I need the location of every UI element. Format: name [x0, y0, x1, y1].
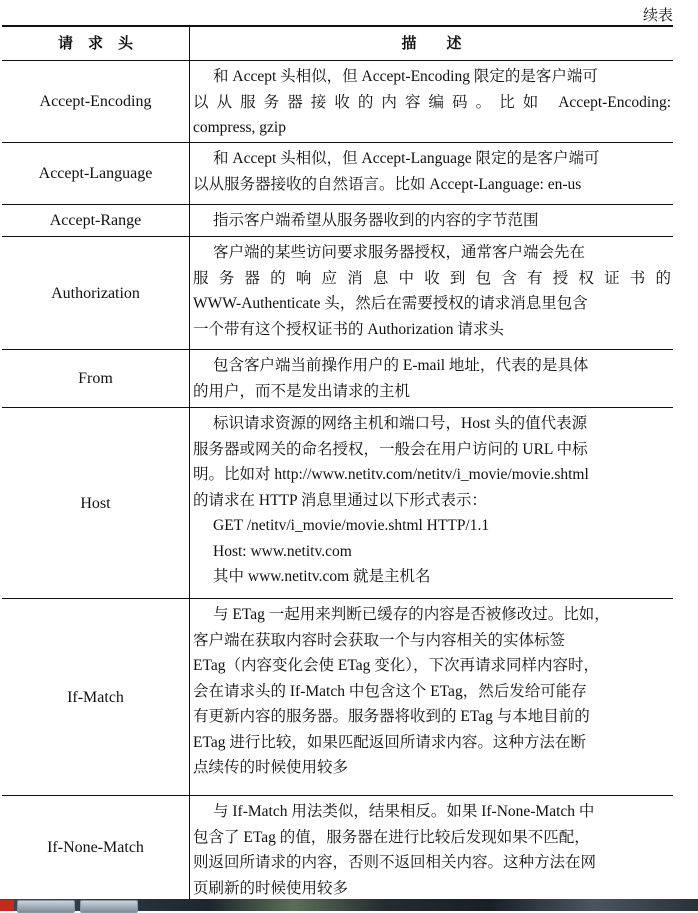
- header-name-cell: If-Match: [67, 688, 124, 706]
- table-row: [2, 205, 673, 237]
- table-row: [2, 143, 673, 205]
- description-cell: [193, 240, 671, 342]
- description-line: 点续传的时候使用较多: [193, 759, 349, 776]
- description-cell: [193, 64, 671, 141]
- description-line: 和 Accept 头相似，但 Accept-Language 限定的是客户端可: [213, 150, 600, 167]
- table-continued-caption: 续表: [642, 8, 673, 24]
- description-line: 一个带有这个授权证书的 Authorization 请求头: [193, 320, 504, 338]
- header-name-cell: Accept-Range: [49, 212, 142, 229]
- description-line: WWW-Authenticate 头，然后在需要授权的请求消息里包含: [193, 295, 588, 312]
- description-line: 的请求在 HTTP 消息里通过以下形式表示：: [193, 491, 487, 509]
- description-line: 服务器的响应消息中收到包含有授权证书的: [193, 269, 671, 287]
- table-row: [2, 350, 673, 408]
- description-line: Host: www.netitv.com: [213, 542, 352, 560]
- description-line: 以从服务器接收的内容编码。比如 Accept-Encoding:: [193, 93, 671, 111]
- taskbar-app-media-icon[interactable]: [80, 900, 138, 913]
- table-row: [2, 408, 673, 599]
- description-line: 包含了 ETag 的值，服务器在进行比较后发现如果不匹配，: [193, 828, 590, 846]
- table-row: [2, 61, 673, 143]
- header-description: 描 述: [401, 36, 462, 52]
- taskbar: [0, 899, 698, 911]
- table-row: [2, 599, 673, 796]
- description-cell: [193, 602, 671, 781]
- description-line: 服务器或网关的命名授权，一般会在用户访问的 URL 中标: [193, 440, 588, 458]
- description-cell: [193, 208, 671, 234]
- description-line: GET /netitv/i_movie/movie.shtml HTTP/1.1: [213, 517, 490, 534]
- description-line: 其中 www.netitv.com 就是主机名: [213, 568, 431, 585]
- description-line: 明。比如对 http://www.netitv.com/netitv/i_movie/movie.shtml: [193, 466, 589, 483]
- description-line: 客户端的某些访问要求服务器授权，通常客户端会先在: [213, 244, 586, 261]
- description-line: 有更新内容的服务器。服务器将收到的 ETag 与本地目前的: [193, 708, 590, 725]
- description-line: 以从服务器接收的自然语言。比如 Accept-Language: en-us: [193, 175, 582, 193]
- table-top-border: [2, 25, 673, 27]
- description-cell: [193, 411, 671, 590]
- description-line: 与 ETag 一起用来判断已缓存的内容是否被修改过。比如，: [213, 606, 610, 623]
- table-row: [2, 796, 673, 899]
- header-name-cell: Authorization: [51, 284, 140, 302]
- description-cell: [193, 799, 671, 901]
- description-line: 和 Accept 头相似，但 Accept-Encoding 限定的是客户端可: [213, 68, 598, 85]
- header-name-cell: Accept-Encoding: [39, 93, 152, 110]
- header-name-cell: If-None-Match: [47, 838, 144, 856]
- description-line: 则返回所请求的内容，否则不返回相关内容。这种方法在网: [193, 854, 597, 871]
- description-line: 客户端在获取内容时会获取一个与内容相关的实体标签: [193, 631, 566, 649]
- description-line: compress, gzip: [193, 119, 286, 136]
- description-cell: [193, 146, 671, 197]
- taskbar-app-browser-icon[interactable]: [17, 900, 75, 913]
- description-line: 与 If-Match 用法类似，结果相反。如果 If-None-Match 中: [213, 803, 595, 820]
- description-line: 的用户，而不是发出请求的主机: [193, 382, 411, 400]
- header-name-cell: From: [78, 370, 113, 387]
- description-line: 标识请求资源的网络主机和端口号，Host 头的值代表源: [213, 415, 588, 432]
- table-row: [2, 237, 673, 350]
- description-line: 会在请求头的 If-Match 中包含这个 ETag，然后发给可能存: [193, 682, 587, 700]
- description-line: 页刷新的时候使用较多: [193, 879, 349, 897]
- header-request-header: 请 求 头: [57, 36, 133, 52]
- description-line: ETag（内容变化会使 ETag 变化），下次再请求同样内容时，: [193, 657, 599, 674]
- description-cell: [193, 353, 671, 404]
- header-name-cell: Host: [80, 494, 111, 512]
- description-line: 包含客户端当前操作用户的 E-mail 地址，代表的是具体: [213, 357, 589, 374]
- start-button[interactable]: [0, 900, 14, 911]
- description-line: ETag 进行比较，如果匹配返回所请求内容。这种方法在断: [193, 733, 586, 751]
- description-line: 指示客户端希望从服务器收到的内容的字节范围: [213, 212, 539, 229]
- header-name-cell: Accept-Language: [38, 165, 153, 182]
